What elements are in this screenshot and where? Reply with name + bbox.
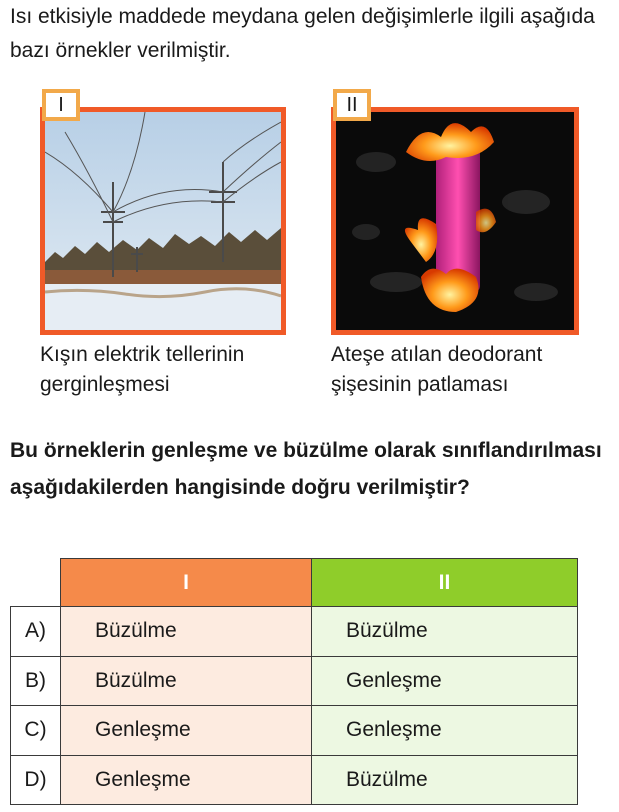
option-col-1: Genleşme xyxy=(61,706,312,756)
option-row-d[interactable] xyxy=(11,755,578,805)
caption-1-line-2: gerginleşmesi xyxy=(40,373,170,396)
answer-table xyxy=(10,558,578,805)
power-lines-photo xyxy=(40,107,286,335)
option-col-2: Büzülme xyxy=(312,755,578,805)
caption-2-line-1: Ateşe atılan deodorant xyxy=(331,343,543,366)
figure-tag-1: I xyxy=(42,89,80,121)
header-corner xyxy=(11,559,61,607)
question-text: Bu örneklerin genleşme ve büzülme olarak sınıflandırılması aşağıdakilerden hangisinde doğru verilmiştir? xyxy=(10,439,602,499)
header-col-2: II xyxy=(312,559,578,607)
option-row-a[interactable] xyxy=(11,607,578,657)
option-label[interactable]: A) xyxy=(11,607,61,657)
header-col-1: I xyxy=(61,559,312,607)
option-col-2: Genleşme xyxy=(312,656,578,706)
option-col-1: Büzülme xyxy=(61,607,312,657)
caption-1 xyxy=(40,340,310,400)
burning-deodorant-photo xyxy=(331,107,579,335)
option-row-b[interactable] xyxy=(11,656,578,706)
intro-text: Isı etkisiyle maddede meydana gelen değişimlerle ilgili aşağıda bazı örnekler verilmiştir. xyxy=(10,5,595,62)
caption-2 xyxy=(331,340,611,400)
option-col-2: Genleşme xyxy=(312,706,578,756)
caption-2-line-2: şişesinin patlaması xyxy=(331,373,509,396)
table-header-row xyxy=(11,559,578,607)
option-row-c[interactable] xyxy=(11,706,578,756)
figure-tag-2: II xyxy=(333,89,371,121)
option-col-1: Genleşme xyxy=(61,755,312,805)
caption-1-line-1: Kışın elektrik tellerinin xyxy=(40,343,245,366)
option-label[interactable]: D) xyxy=(11,755,61,805)
option-label[interactable]: C) xyxy=(11,706,61,756)
option-label[interactable]: B) xyxy=(11,656,61,706)
option-col-1: Büzülme xyxy=(61,656,312,706)
option-col-2: Büzülme xyxy=(312,607,578,657)
